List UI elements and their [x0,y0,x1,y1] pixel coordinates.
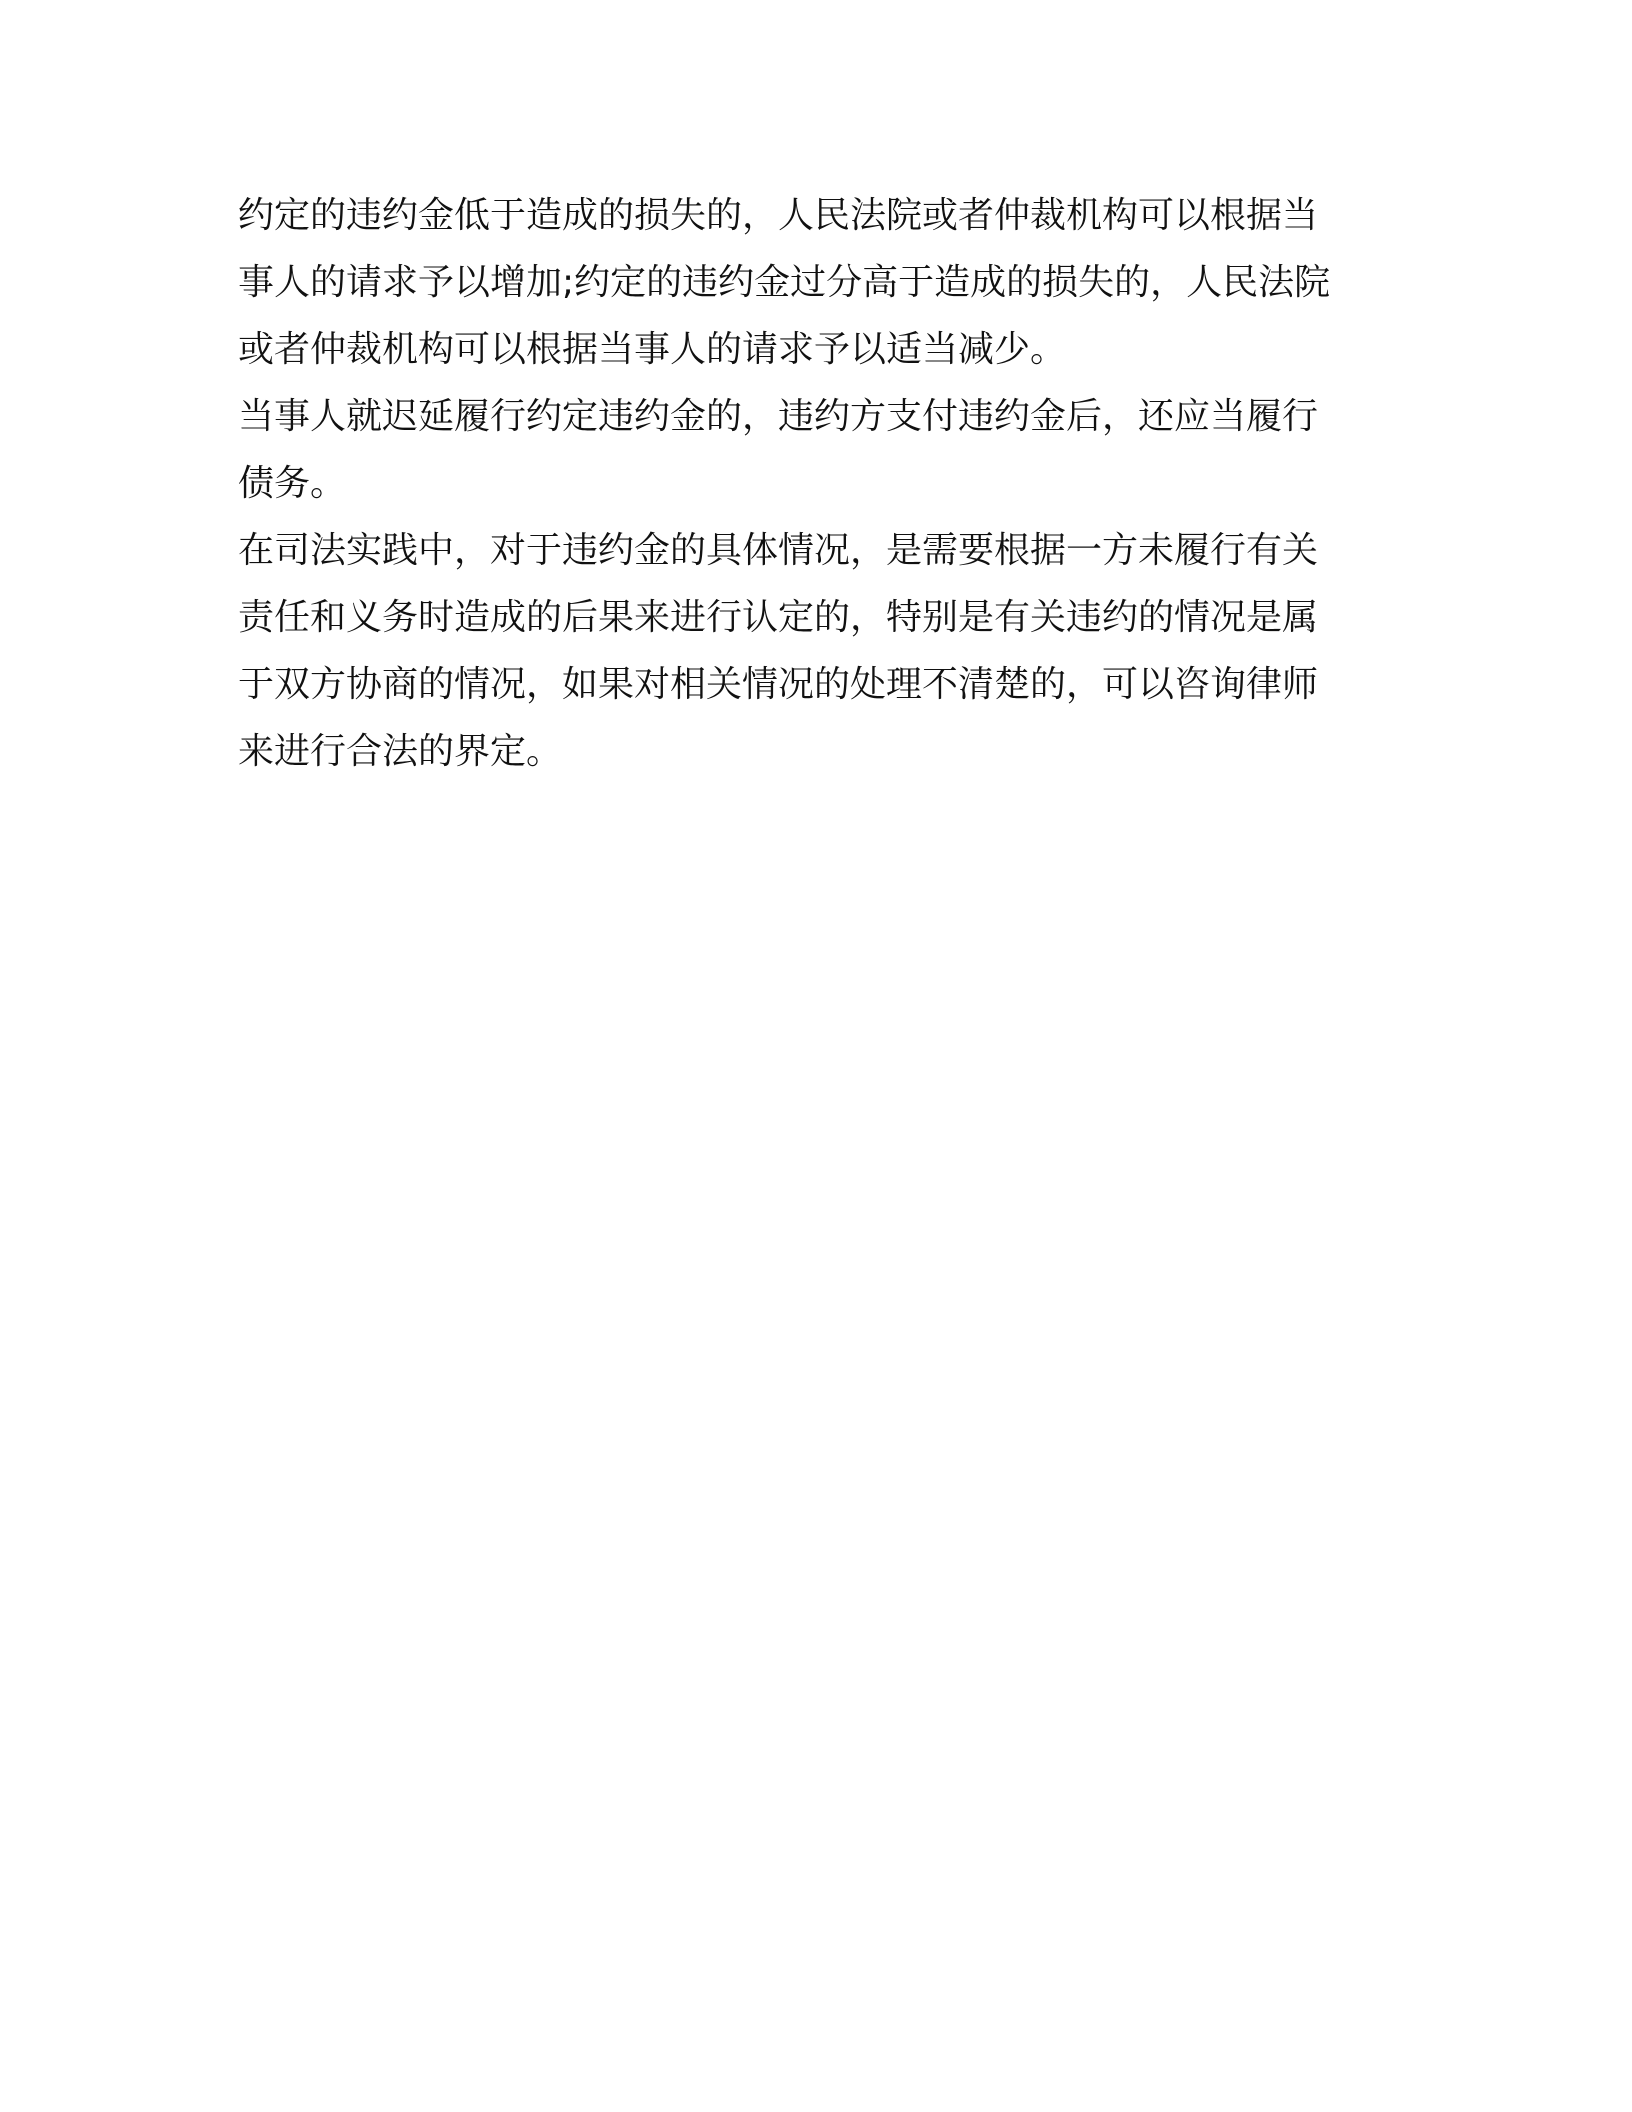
text-line: 在司法实践中，对于违约金的具体情况，是需要根据一方未履行有关 [238,530,1319,571]
text-line: 债务。 [238,463,347,504]
text-line: 责任和义务时造成的后果来进行认定的，特别是有关违约的情况是属 [238,597,1319,638]
text-line: 于双方协商的情况，如果对相关情况的处理不清楚的，可以咨询律师 [238,664,1319,705]
text-line: 或者仲裁机构可以根据当事人的请求予以适当减少。 [238,329,1067,370]
text-line: 约定的违约金低于造成的损失的，人民法院或者仲裁机构可以根据当 [238,195,1319,236]
text-line: 来进行合法的界定。 [238,731,563,772]
text-line: 事人的请求予以增加;约定的违约金过分高于造成的损失的，人民法院 [238,262,1331,303]
text-line: 当事人就迟延履行约定违约金的，违约方支付违约金后，还应当履行 [238,396,1319,437]
document-body [238,182,1388,785]
